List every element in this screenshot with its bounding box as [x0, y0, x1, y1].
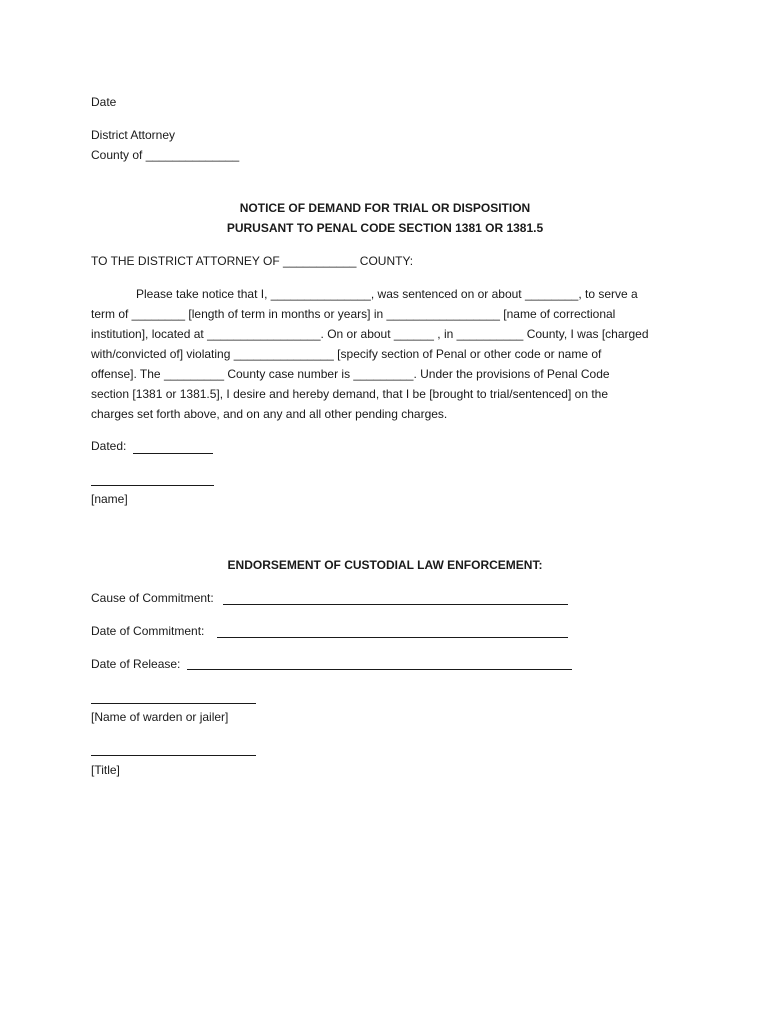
name-signature-line[interactable]: [91, 485, 214, 486]
name-label: [name]: [91, 492, 128, 506]
salutation: TO THE DISTRICT ATTORNEY OF ___________ COUNTY:: [91, 254, 414, 268]
body-line-6: section [1381 or 1381.5], I desire and hereby demand, that I be [brought to trial/sentenced] on the: [91, 387, 609, 401]
warden-signature-line[interactable]: [91, 703, 256, 704]
date-of-release-line[interactable]: [187, 669, 572, 670]
dated-signature-line[interactable]: [133, 453, 213, 454]
title-signature-line[interactable]: [91, 755, 256, 756]
addressee: District Attorney: [91, 128, 176, 142]
notice-title-line-1: NOTICE OF DEMAND FOR TRIAL OR DISPOSITION: [239, 201, 531, 215]
cause-of-commitment-line[interactable]: [223, 604, 568, 605]
date-of-commitment-label: Date of Commitment:: [91, 624, 205, 638]
body-line-3: institution], located at _________________. On or about ______ , in __________ County, I was [charged: [91, 327, 649, 341]
date-of-commitment-line[interactable]: [217, 637, 568, 638]
title-label: [Title]: [91, 763, 120, 777]
body-line-5: offense]. The _________ County case number is _________. Under the provisions of Penal Code: [91, 367, 610, 381]
notice-title-line-2: PURUSANT TO PENAL CODE SECTION 1381 OR 1381.5: [226, 221, 544, 235]
body-line-7: charges set forth above, and on any and all other pending charges.: [91, 407, 448, 421]
notice-body: [91, 284, 691, 424]
dated-label: Dated:: [91, 439, 127, 453]
body-line-2: term of ________ [length of term in months or years] in _________________ [name of correctional: [91, 307, 616, 321]
cause-of-commitment-label: Cause of Commitment:: [91, 591, 214, 605]
county-line: County of ______________: [91, 148, 240, 162]
date-of-release-label: Date of Release:: [91, 657, 181, 671]
body-line-1: Please take notice that I, _______________, was sentenced on or about ________, to serve a: [136, 287, 638, 301]
endorsement-heading: ENDORSEMENT OF CUSTODIAL LAW ENFORCEMENT:: [227, 558, 543, 572]
warden-label: [Name of warden or jailer]: [91, 710, 229, 724]
body-line-4: with/convicted of] violating _______________ [specify section of Penal or other code or name of: [91, 347, 602, 361]
date-label: Date: [91, 95, 117, 109]
